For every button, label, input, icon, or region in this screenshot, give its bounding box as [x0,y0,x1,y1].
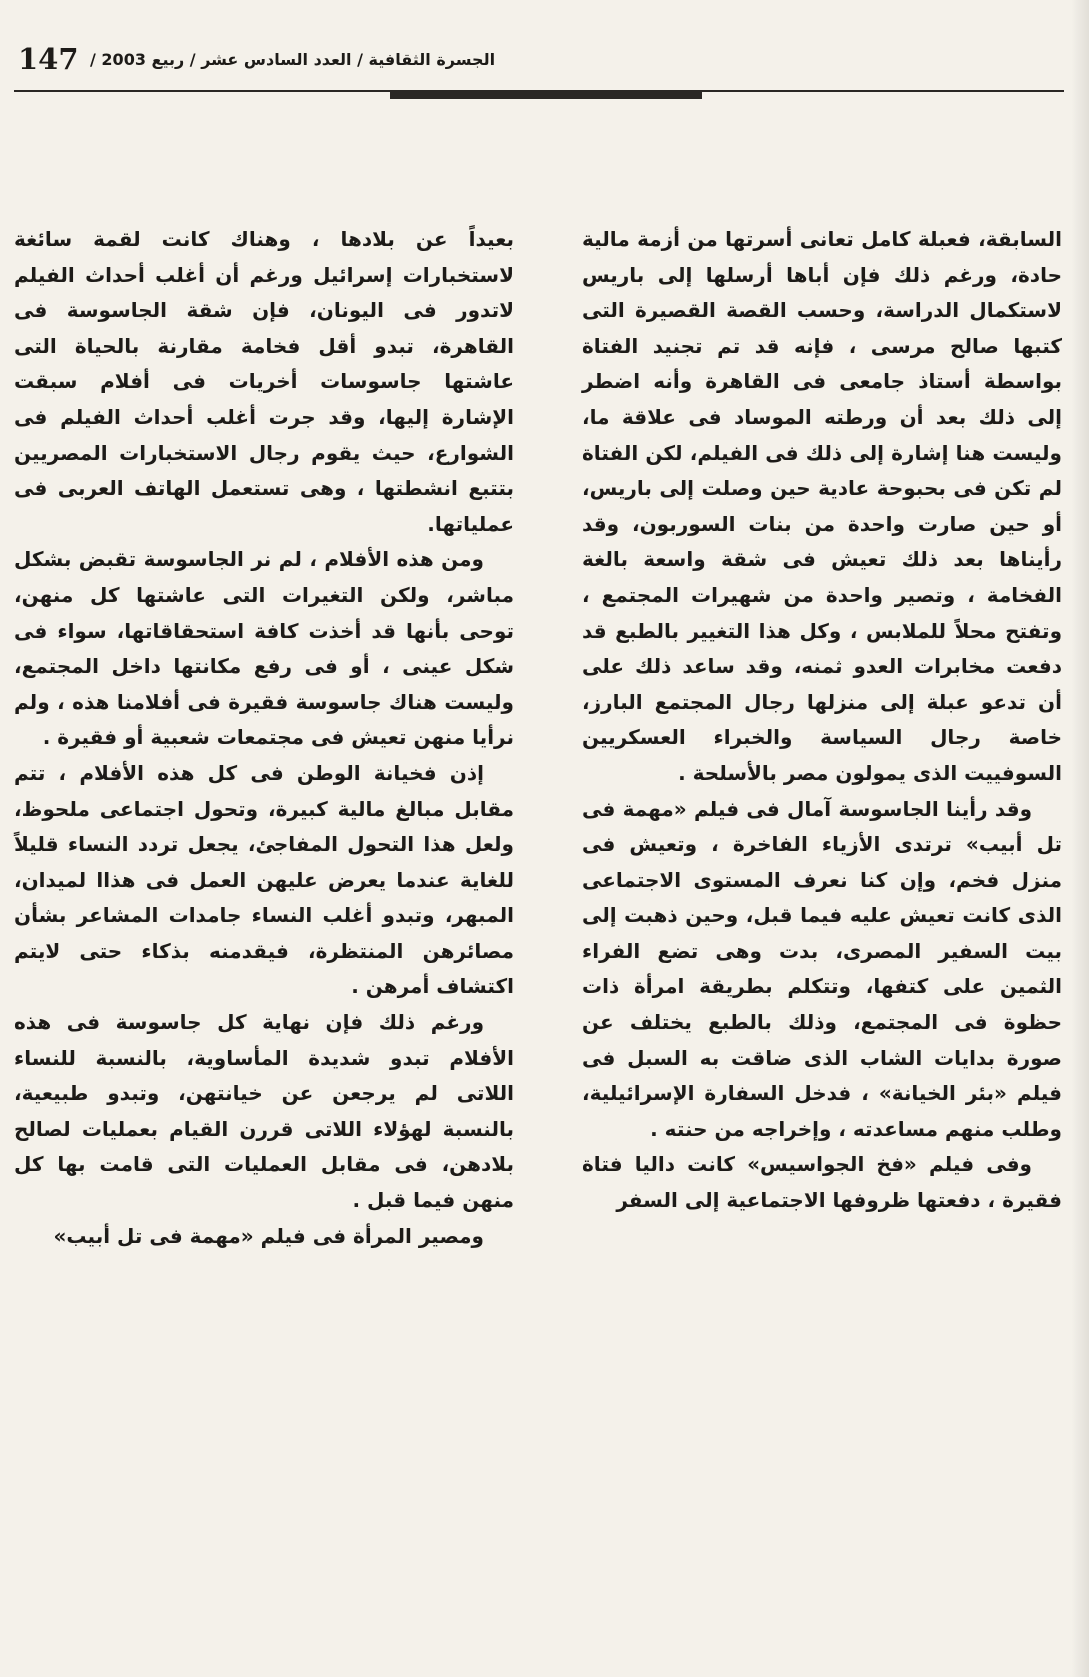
page-number: 147 [18,42,79,76]
left-paragraph-4: ورغم ذلك فإن نهاية كل جاسوسة فى هذه الأفلام تبدو شديدة المأساوية، بالنسبة للنساء اللاتى لم يرجعن عن خيانتهن، وتبدو طبيعية، بالنسبة لهؤلاء اللاتى قررن القيام بعمليات لصالح بلادهن، فى مقابل العمليات التى قامت بها كل منهن فيما قبل . [14,1010,514,1213]
left-paragraph-1: بعيداً عن بلادها ، وهناك كانت لقمة سائغة لاستخبارات إسرائيل ورغم أن أغلب أحداث الفيلم لاتدور فى اليونان، فإن شقة الجاسوسة فى القاهرة، تبدو أقل فخامة مقارنة بالحياة التى عاشتها جاسوسات أخريات فى أفلام سبقت الإشارة إليها، وقد جرت أغلب أحداث الفيلم فى الشوارع، حيث يقوم رجال الاستخبارات المصريين بتتبع انشطتها ، وهى تستعمل الهاتف العربى فى عملياتها. [14,227,514,536]
right-paragraph-2: وقد رأينا الجاسوسة آمال فى فيلم «مهمة فى تل أبيب» ترتدى الأزياء الفاخرة ، وتعيش فى منزل فخم، وإن كنا نعرف المستوى الاجتماعى الذى كانت تعيش عليه فيما قبل، وحين ذهبت إلى بيت السفير المصرى، بدت وهى تضع الفراء الثمين على كتفها، وتتكلم بطريقة امرأة ذات حظوة فى المجتمع، وذلك بالطبع يختلف عن صورة بدايات الشاب الذى ضاقت به السبل فى فيلم «بئر الخيانة» ، فدخل السفارة الإسرائيلية، وطلب منهم مساعدته ، وإخراجه من حنته . [582,796,1062,1141]
running-head: الجسرة الثقافية / العدد السادس عشر / ربيع 2003 / [90,50,496,69]
page-header [18,40,1068,80]
header-rule-bar [390,90,702,99]
left-paragraph-3: إذن فخيانة الوطن فى كل هذه الأفلام ، تتم مقابل مبالغ مالية كبيرة، وتحول اجتماعى ملحوظ، ولعل هذا التحول المفاجئ، يجعل تردد النساء قليلاً للغاية عندما يعرض عليهن العمل فى هذاا لميدان، المبهر، وتبدو أغلب النساء جامدات المشاعر بشأن مصائرهن المنتظرة، فيقدمنه بذكاء حتى لايتم اكتشاف أمرهن . [14,760,514,999]
left-paragraph-5: ومصير المرأة فى فيلم «مهمة فى تل أبيب» [53,1223,484,1248]
page-spine-shadow [1071,0,1089,1677]
right-paragraph-3: وفى فيلم «فخ الجواسيس» كانت داليا فتاة فقيرة ، دفعتها ظروفها الاجتماعية إلى السفر [582,1152,1062,1213]
left-paragraph-2: ومن هذه الأفلام ، لم نر الجاسوسة تقبض بشكل مباشر، ولكن التغيرات التى عاشتها كل منهن، توحى بأنها قد أخذت كافة استحقاقاتها، سواء فى شكل عينى ، أو فى رفع مكانتها داخل المجتمع، وليست هناك جاسوسة فقيرة فى أفلامنا هذه ، ولم نرأيا منهن تعيش فى مجتمعات شعبية أو فقيرة . [14,547,514,750]
right-column [582,222,1062,1662]
right-paragraph-1: السابقة، فعبلة كامل تعانى أسرتها من أزمة مالية حادة، ورغم ذلك فإن أباها أرسلها إلى باريس لاستكمال الدراسة، وحسب القصة القصيرة التى كتبها صالح مرسى ، فإنه قد تم تجنيد الفتاة بواسطة أستاذ جامعى فى القاهرة وأنه اضطر إلى ذلك بعد أن ورطته الموساد فى علاقة ما، وليست هنا إشارة إلى ذلك فى الفيلم، لكن الفتاة لم تكن فى بحبوحة عادية حين وصلت إلى باريس، أو حين صارت واحدة من بنات السوربون، وقد رأيناها بعد ذلك تعيش فى شقة واسعة بالغة الفخامة ، وتصير واحدة من شهيرات المجتمع ، وتفتح محلاً للملابس ، وكل هذا التغيير بالطبع قد دفعت مخابرات العدو ثمنه، وقد ساعد ذلك على أن تدعو عبلة إلى منزلها رجال المجتمع البارز، خاصة رجال السياسة والخبراء العسكريين السوفييت الذى يمولون مصر بالأسلحة . [582,227,1062,785]
left-column [14,222,514,1662]
